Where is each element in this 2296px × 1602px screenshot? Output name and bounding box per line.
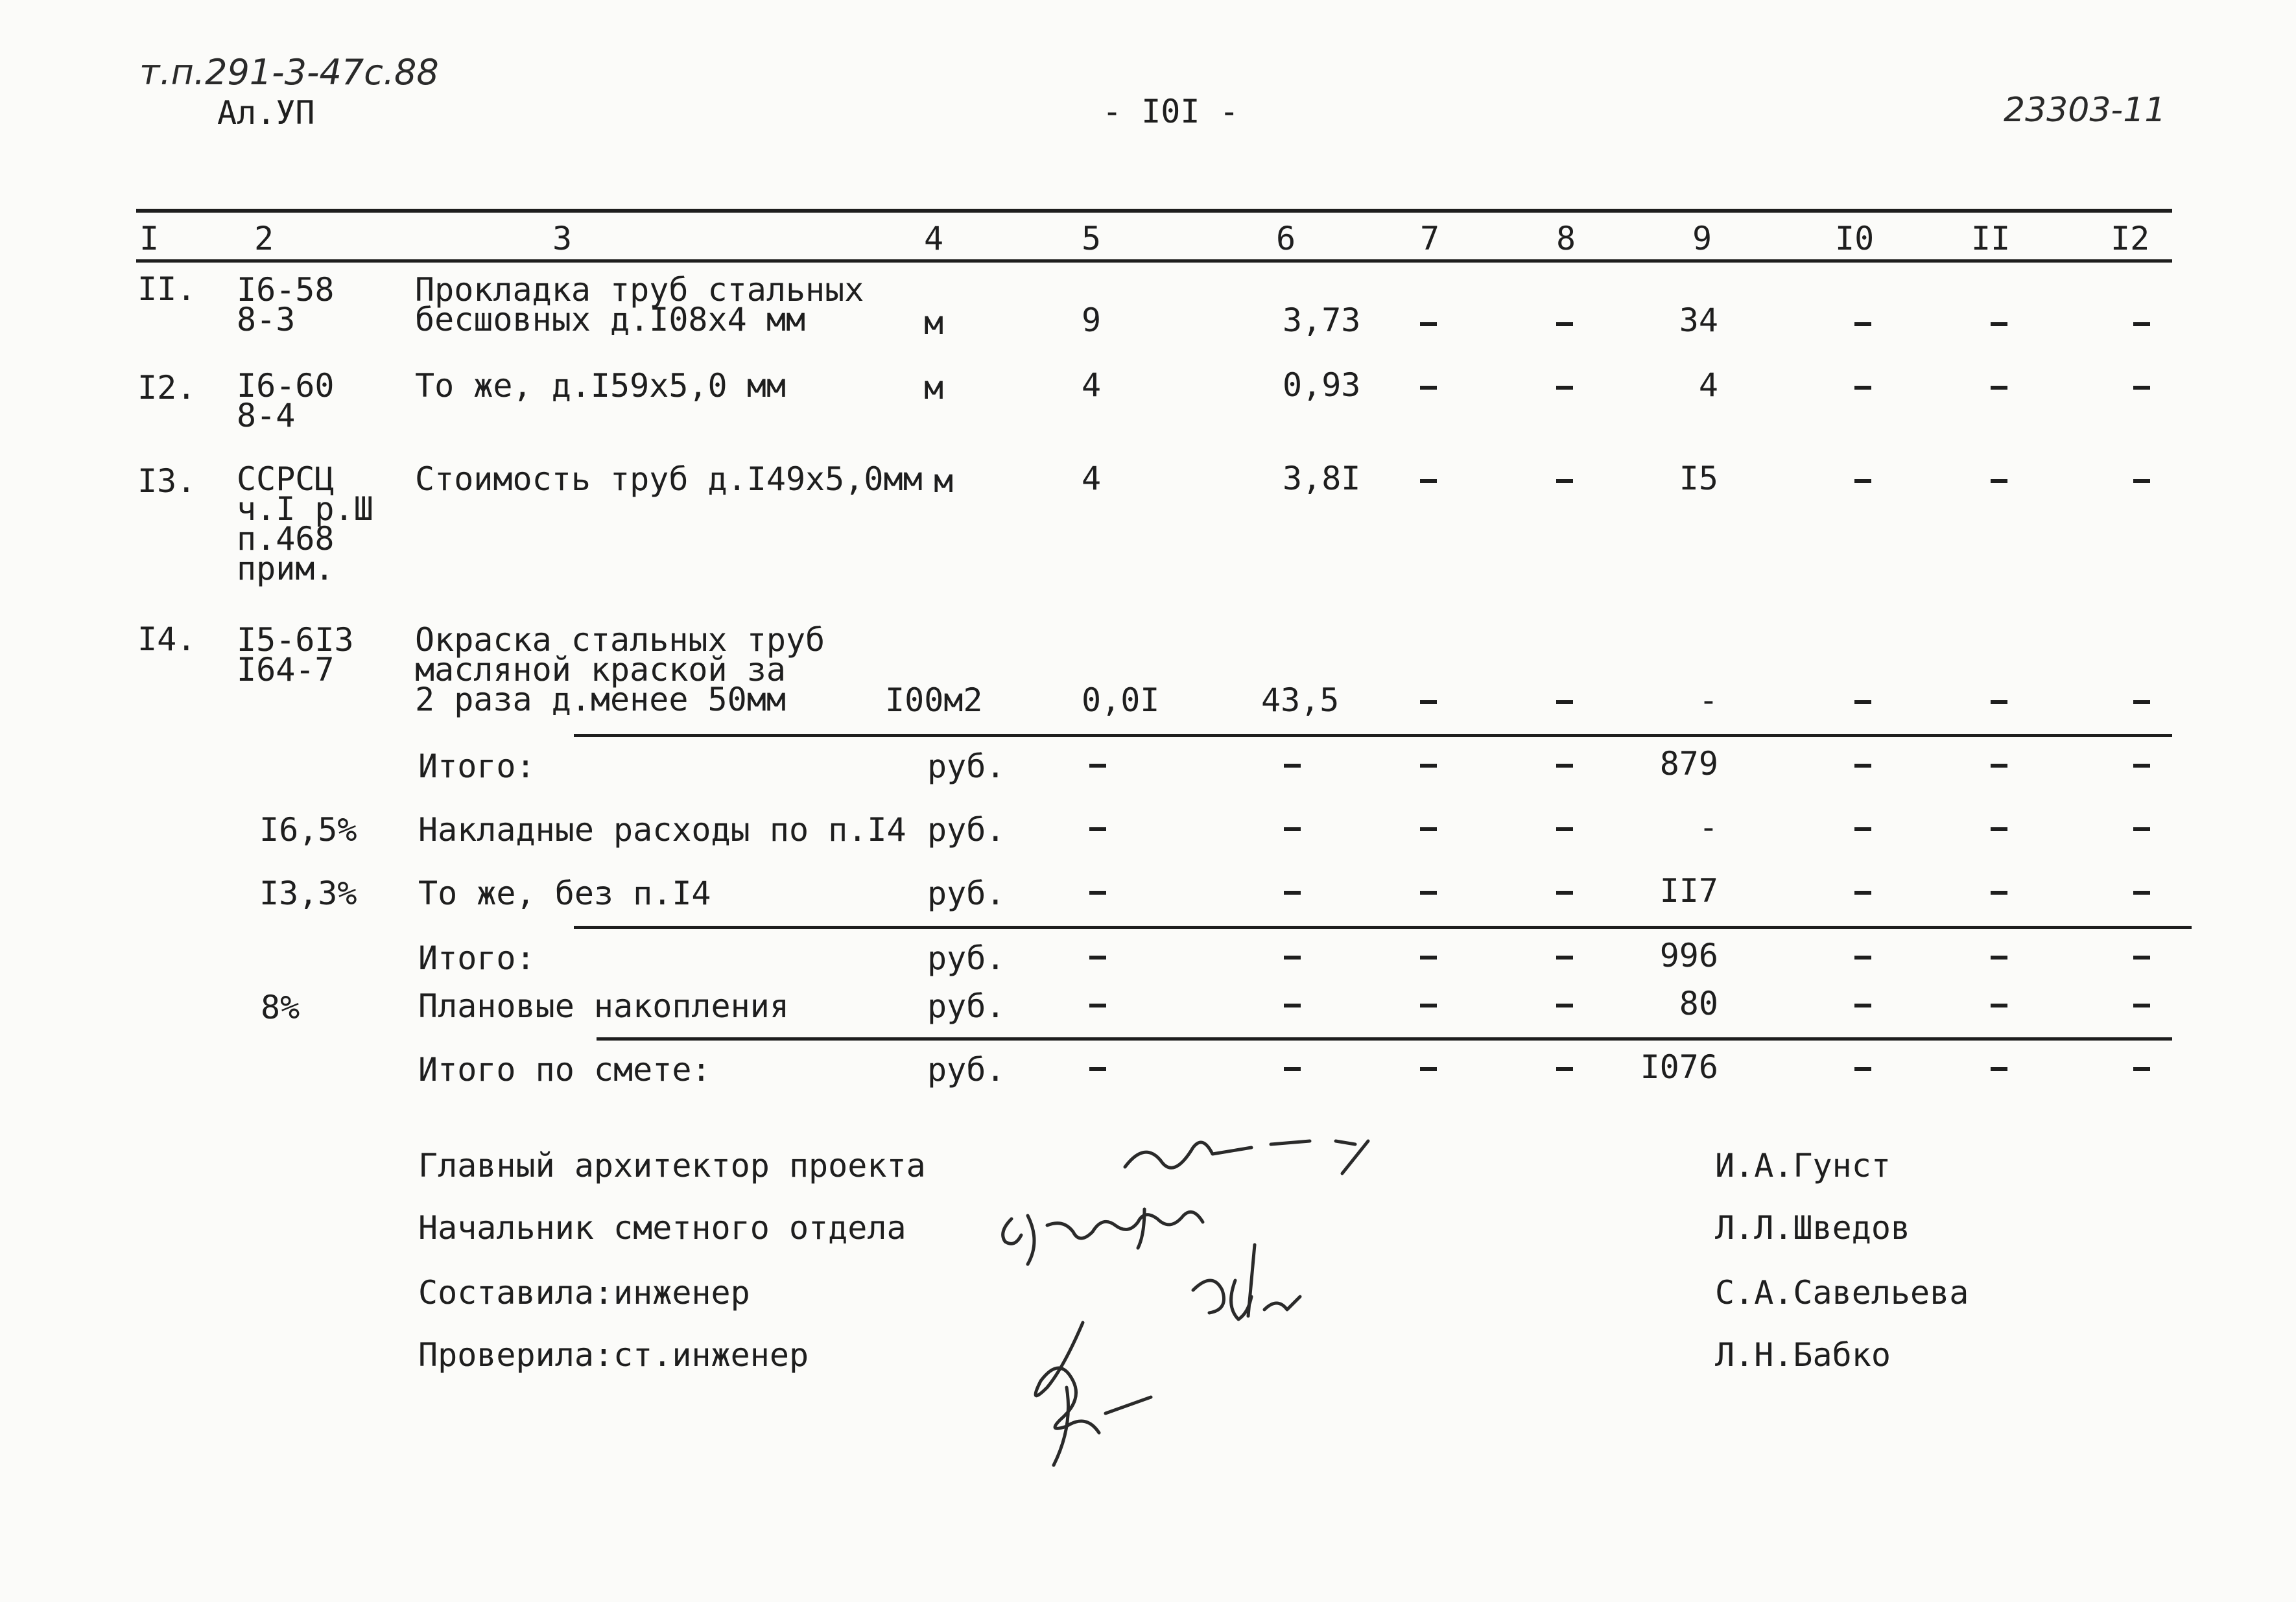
column-number: 2 — [254, 220, 274, 257]
unit-price: 3,8I — [1283, 460, 1361, 497]
unit: руб. — [927, 1051, 1006, 1089]
work-name: Прокладка труб стальных бесшовных д.I08х4 мм — [415, 271, 864, 338]
document-code: т.п.291-3-47с.88 — [139, 52, 439, 93]
unit-price: 3,73 — [1283, 301, 1361, 339]
unit: I00м2 — [885, 681, 983, 719]
unit: руб. — [927, 987, 1006, 1025]
total-cost: 996 — [1659, 937, 1718, 974]
signature-person: И.А.Гунст — [1715, 1147, 1891, 1184]
norm-code: I6-58 8-3 — [237, 271, 335, 338]
signature-person: Л.Л.Шведов — [1715, 1209, 1911, 1247]
row-number: I4. — [137, 620, 196, 658]
unit-price: 43,5 — [1261, 681, 1340, 719]
total-label: То же, без п.I4 — [418, 875, 711, 912]
total-cost: - — [1698, 681, 1718, 719]
unit: м — [924, 304, 944, 342]
unit: руб. — [927, 875, 1006, 912]
total-cost: I076 — [1640, 1048, 1718, 1086]
unit: руб. — [927, 811, 1006, 849]
rate-percent: I6,5% — [259, 811, 357, 849]
column-number: I2 — [2111, 220, 2150, 257]
unit: м — [934, 462, 954, 500]
total-cost: 879 — [1659, 745, 1718, 783]
column-number: I — [139, 220, 160, 257]
quantity: 4 — [1082, 460, 1102, 497]
work-name: Стоимость труб д.I49х5,0мм — [415, 460, 923, 498]
total-label: Накладные расходы по п.I4 — [418, 811, 906, 849]
album-label: Ал.УП — [217, 94, 315, 132]
page-number: - I0I - — [1102, 93, 1239, 130]
signature-scribble — [1193, 1245, 1300, 1319]
unit-price: 0,93 — [1283, 366, 1361, 404]
total-label: Итого: — [418, 939, 536, 977]
total-cost: 34 — [1679, 301, 1718, 339]
total-cost: - — [1698, 808, 1718, 846]
column-number: 6 — [1276, 220, 1296, 257]
work-name: Окраска стальных труб масляной краской за 2 раза д.менее 50мм — [415, 621, 825, 718]
row-number: I2. — [137, 369, 196, 406]
column-number: 7 — [1420, 220, 1440, 257]
total-cost: 80 — [1679, 985, 1718, 1022]
work-name: То же, д.I59х5,0 мм — [415, 367, 786, 405]
total-cost: 4 — [1698, 366, 1718, 404]
total-cost: II7 — [1659, 872, 1718, 910]
total-label: Итого по смете: — [418, 1051, 711, 1089]
row-number: II. — [137, 270, 196, 308]
quantity: 0,0I — [1082, 681, 1160, 719]
archive-number: 23303-11 — [2004, 91, 2166, 130]
column-number: I0 — [1835, 220, 1875, 257]
signature-role: Составила:инженер — [418, 1274, 750, 1312]
signature-role: Главный архитектор проекта — [418, 1147, 926, 1184]
column-number: 3 — [552, 220, 573, 257]
signature-person: Л.Н.Бабко — [1715, 1336, 1891, 1374]
column-number: 8 — [1556, 220, 1576, 257]
signature-scribble — [1003, 1209, 1203, 1264]
unit: руб. — [927, 939, 1006, 977]
norm-code: I6-60 8-4 — [237, 367, 335, 434]
norm-code: I5-6I3 I64-7 — [237, 621, 354, 689]
signature-scribble — [1036, 1323, 1151, 1465]
column-number: 5 — [1082, 220, 1102, 257]
norm-code: ССРСЦ ч.I р.Ш п.468 прим. — [237, 460, 373, 587]
signature-person: С.А.Савельева — [1715, 1274, 1969, 1312]
column-number: 4 — [924, 220, 944, 257]
rate-percent: I3,3% — [259, 875, 357, 912]
total-label: Плановые накопления — [418, 987, 789, 1025]
column-number: 9 — [1692, 220, 1712, 257]
unit: руб. — [927, 748, 1006, 785]
total-cost: I5 — [1679, 460, 1718, 497]
total-label: Итого: — [418, 748, 536, 785]
rate-percent: 8% — [261, 989, 300, 1026]
signature-scribble — [1125, 1141, 1368, 1173]
unit: м — [924, 369, 944, 406]
quantity: 9 — [1082, 301, 1102, 339]
signature-role: Проверила:ст.инженер — [418, 1336, 809, 1374]
column-number: II — [1971, 220, 2011, 257]
signature-role: Начальник сметного отдела — [418, 1209, 906, 1247]
row-number: I3. — [137, 462, 196, 500]
quantity: 4 — [1082, 366, 1102, 404]
